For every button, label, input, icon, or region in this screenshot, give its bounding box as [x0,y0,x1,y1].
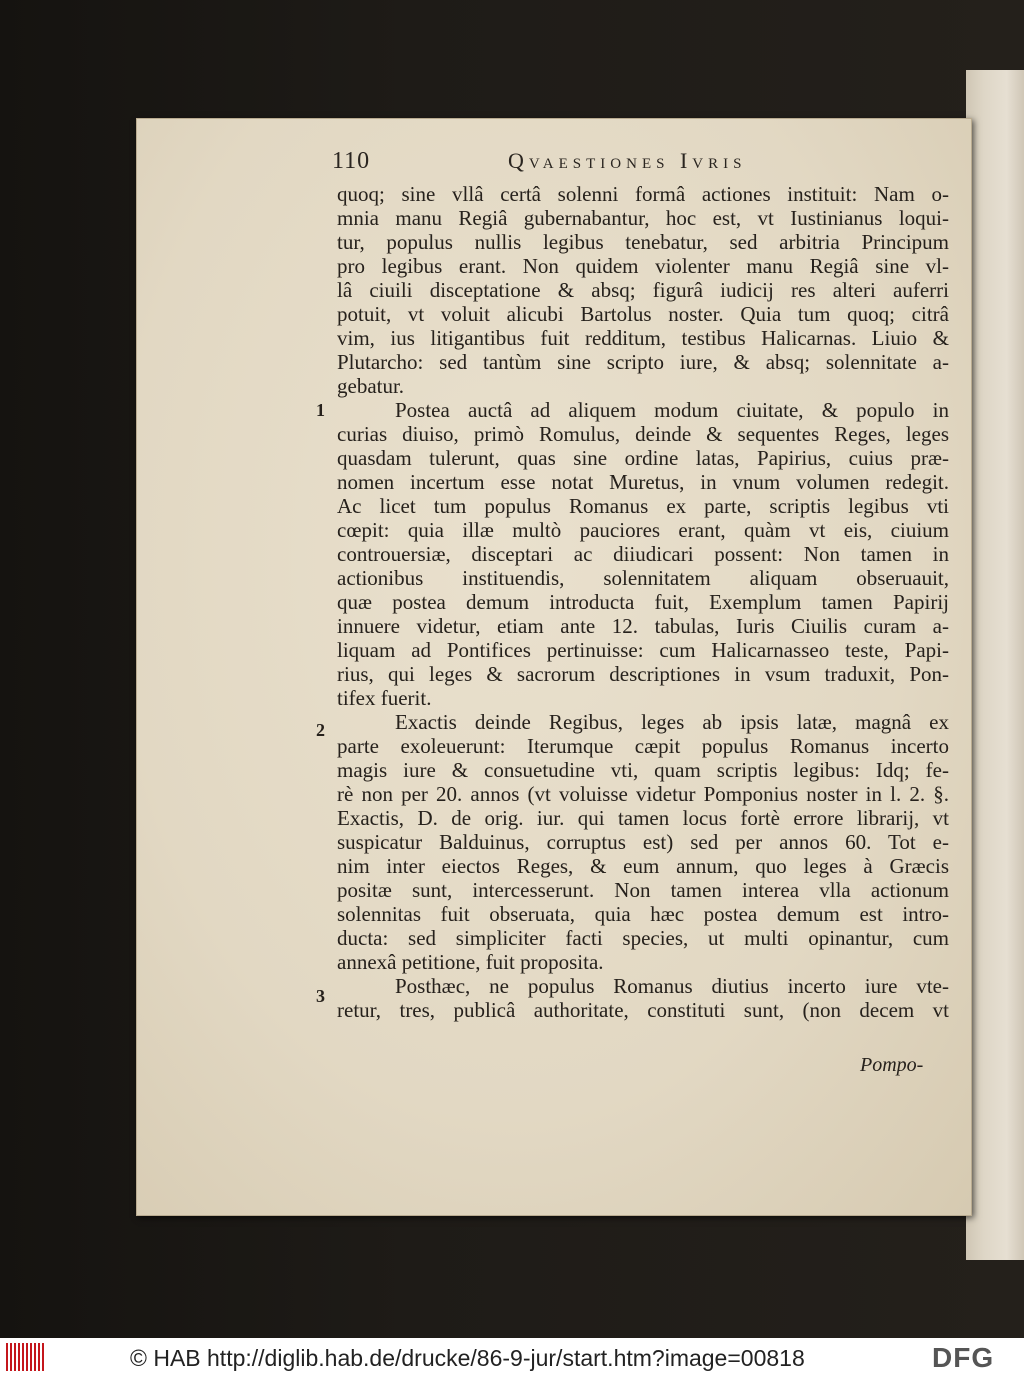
text-line: curias diuiso, primò Romulus, deinde & sequentes Reges, leges [337,422,949,446]
text-line: tur, populus nullis legibus tenebatur, sed arbitria Principum [337,230,949,254]
page-number: 110 [332,148,371,174]
text-line: Plutarcho: sed tantùm sine scripto iure, & absq; solennitate a- [337,350,949,374]
text-line: nim inter eiectos Reges, & eum annum, quo leges à Græcis [337,854,949,878]
text-line: tifex fuerit. [337,686,432,710]
text-line: quæ postea demum introducta fuit, Exemplum tamen Papirij [337,590,949,614]
hab-logo-icon [6,1343,46,1371]
text-line: retur, tres, publicâ authoritate, constituti sunt, (non decem vt [337,998,949,1022]
text-line: pro legibus erant. Non quidem violenter manu Regiâ sine vl- [337,254,949,278]
text-line: annexâ petitione, fuit proposita. [337,950,604,974]
text-line: liquam ad Pontifices pertinuisse: cum Halicarnasseo teste, Papi- [337,638,949,662]
text-line: mnia manu Regiâ gubernabantur, hoc est, vt Iustinianus loqui- [337,206,949,230]
text-line: Exactis, D. de orig. iur. qui tamen locus fortè errore librarij, vt [337,806,949,830]
text-line: Exactis deinde Regibus, leges ab ipsis latæ, magnâ ex [395,710,949,734]
page-header [332,148,932,182]
text-line: quoq; sine vllâ certâ solenni formâ actiones instituit: Nam o- [337,182,949,206]
text-line: Posthæc, ne populus Romanus diutius incerto iure vte- [395,974,949,998]
text-line: cœpit: quia illæ multò pauciores erant, quàm vt eis, ciuium [337,518,949,542]
text-line: Ac licet tum populus Romanus ex parte, scriptis legibus vti [337,494,949,518]
footer-credit: © HAB http://diglib.hab.de/drucke/86-9-jur/start.htm?image=00818 [130,1345,805,1371]
text-line: ducta: sed simpliciter facti species, ut multi opinantur, cum [337,926,949,950]
text-line: gebatur. [337,374,405,398]
text-line: quasdam tulerunt, quas sine ordine latas, Papirius, cuius præ- [337,446,949,470]
text-line: positæ sunt, intercesserunt. Non tamen interea vlla actionum [337,878,949,902]
text-line: nomen incertum esse notat Muretus, in vnum volumen redegit. [337,470,949,494]
facing-page-edge [966,70,1024,1260]
text-line: innuere videtur, etiam ante 12. tabulas, Iuris Ciuilis curam a- [337,614,949,638]
text-line: vim, ius litigantibus fuit redditum, testibus Halicarnas. Liuio & [337,326,949,350]
footer-bar [0,1338,1024,1377]
running-title: Qvaestiones Ivris [508,148,747,173]
text-line: parte exoleuerunt: Iterumque cæpit populus Romanus incerto [337,734,949,758]
margin-number: 2 [316,720,325,740]
body-text [337,182,949,1022]
text-line: rè non per 20. annos (vt voluisse videtur Pomponius noster in l. 2. §. [337,782,949,806]
text-line: suspicatur Balduinus, corruptus est) sed per annos 60. Tot e- [337,830,949,854]
text-line: Postea auctâ ad aliquem modum ciuitate, & populo in [395,398,949,422]
text-line: rius, qui leges & sacrorum descriptiones in vsum traduxit, Pon- [337,662,949,686]
text-line: lâ ciuili disceptatione & absq; figurâ iudicij res alteri auferri [337,278,949,302]
text-line: magis iure & consuetudine vti, quam scriptis legibus: Idq; fe- [337,758,949,782]
dfg-logo: DFG [932,1342,995,1373]
text-line: solennitas fuit obseruata, quia hæc postea demum est intro- [337,902,949,926]
margin-number: 1 [316,400,325,420]
text-line: actionibus instituendis, solennitatem aliquam obseruauit, [337,566,949,590]
text-line: controuersiæ, disceptari ac diiudicari possent: Non tamen in [337,542,949,566]
text-line: potuit, vt voluit alicubi Bartolus noster. Quia tum quoq; citrâ [337,302,949,326]
margin-number: 3 [316,986,325,1006]
catchword: Pompo- [860,1054,924,1076]
